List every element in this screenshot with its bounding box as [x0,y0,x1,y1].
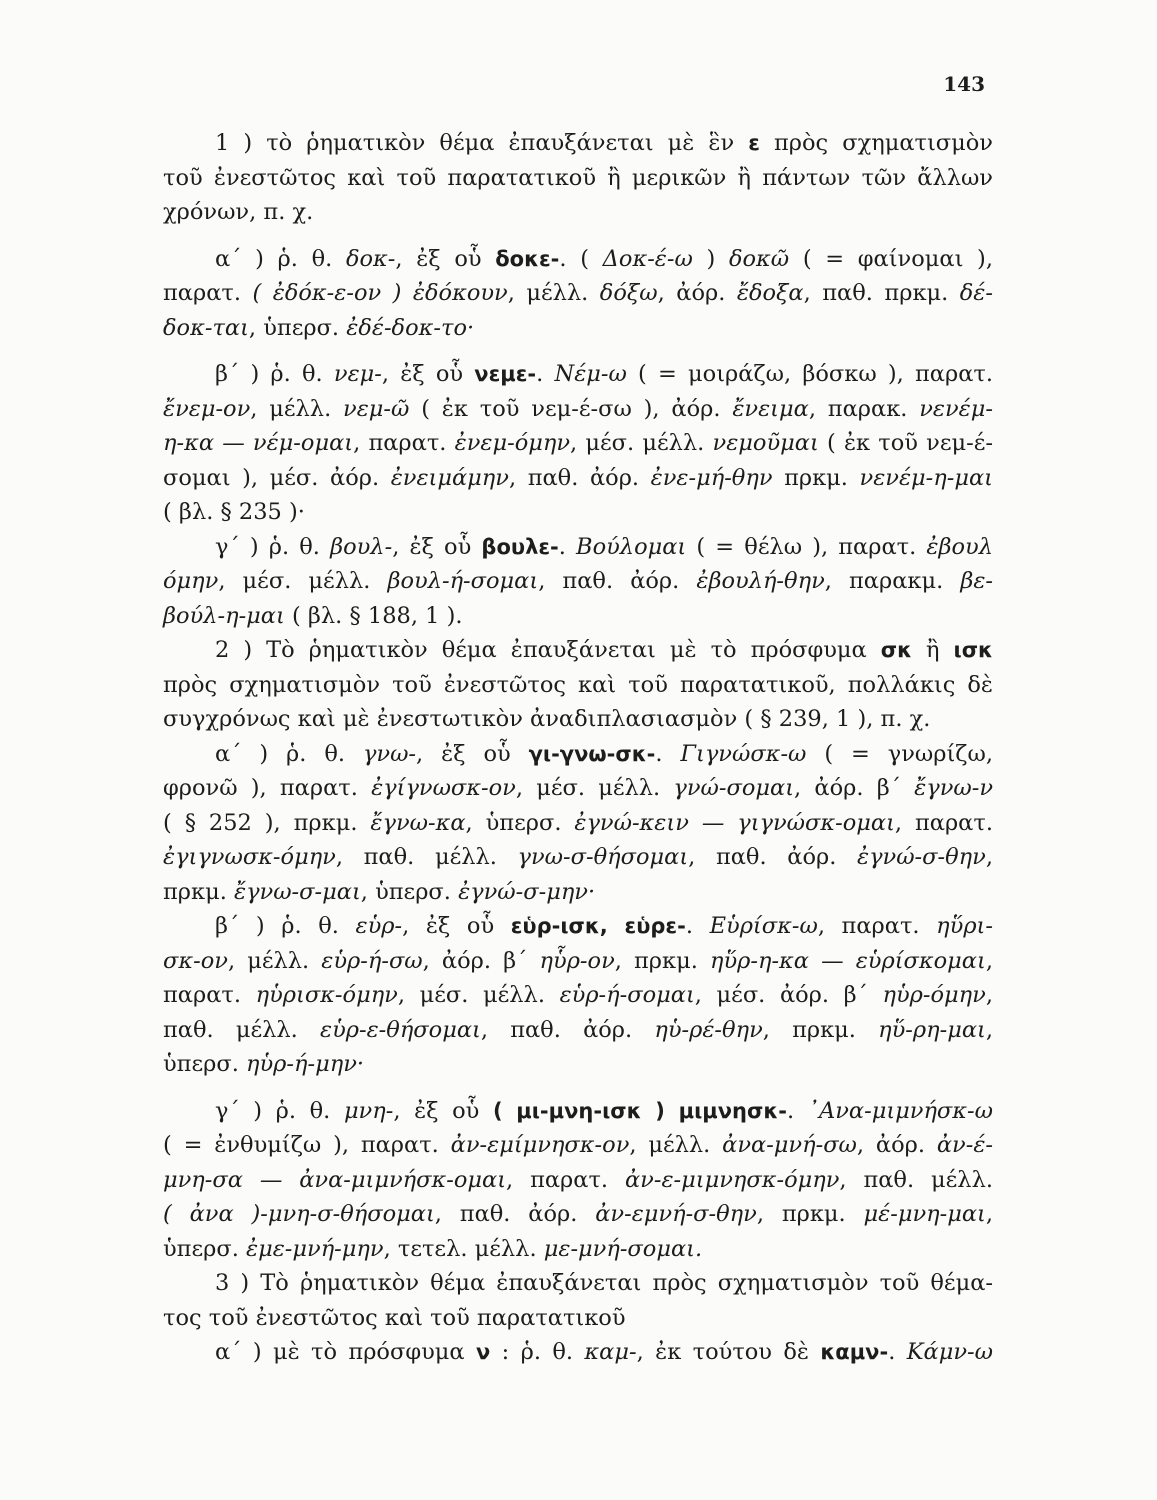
text-run: , ἐξ οὗ [392,533,482,560]
stem-bold: ν [475,1340,491,1364]
text-line [163,599,993,634]
text-run: τοῦ ἐνεστῶτος καὶ τοῦ παρατατικοῦ ἢ μερικῶν ἢ πάντων τῶν ἄλλων [163,164,993,191]
text-run: . [888,1339,907,1365]
verb-form-italic: ἐμε-μνή-μην [246,1235,384,1262]
text-run: . ( [559,245,603,272]
text-line [163,195,993,230]
stem-bold: βουλε- [481,534,559,559]
text-run: : ῥ. θ. [490,1339,585,1365]
verb-form-italic: ᾿Ανα-μιμνήσκ-ω [807,1097,993,1124]
text-run: , παθ. ἀόρ. [508,464,651,491]
text-line [163,426,993,461]
text-run: , ἀόρ. [657,280,737,306]
verb-form-italic: ἔγνω-κα [370,809,466,836]
text-line [163,1301,993,1336]
paragraph-gap [163,345,993,357]
verb-form-italic: δοκ- [345,245,396,272]
verb-form-italic: δόξω [599,280,658,306]
text-line [163,242,993,277]
text-run: ( = φαίνομαι ), [789,245,993,272]
text-line [163,495,993,530]
verb-form-italic: νεμ-ῶ [343,395,410,422]
stem-bold: ε [748,131,760,155]
verb-form-italic: με-μνή-σομαι. [543,1235,703,1262]
text-run: , τετελ. μέλλ. [383,1235,544,1262]
text-run: γ΄ ) ῥ. θ. [215,1097,344,1124]
verb-form-italic: νενέμ- [919,395,993,422]
text-run: , μέσ. μέλλ. [397,982,560,1008]
text-run: ὑπερσ. [163,1051,247,1077]
verb-form-italic: η-κα — νέμ-ομαι [163,430,354,456]
text-line [163,311,993,346]
text-line [163,978,993,1013]
text-run: , [985,1016,994,1043]
paragraph-gap [163,1082,993,1094]
text-run: , ἐξ οὗ [395,245,496,272]
verb-form-italic: ἐνε-μή-θην [650,464,773,491]
verb-form-italic: ἐνεμ-όμην [454,430,571,456]
text-run: , μέλλ. [507,280,600,306]
verb-form-italic: ἔδοξα [736,280,804,306]
text-run: πρκμ. [772,464,860,491]
text-run: χρόνων, π. χ. [163,199,314,225]
text-run: , παθ. μέλλ. [839,1166,993,1193]
text-run: 2 ) Τὸ ῥηματικὸν θέμα ἐπαυξάνεται μὲ τὸ πρόσφυμα [215,637,881,663]
text-line [163,1013,993,1048]
verb-form-italic: βούλ-η-μαι [163,602,285,629]
text-line [163,1094,993,1129]
verb-form-italic: ἐγίγνωσκ-ον [371,775,516,801]
verb-form-italic: ἐβουλ [926,533,993,560]
text-line [163,1335,993,1370]
text-line [163,702,993,737]
text-line [163,909,993,944]
text-run: , πρκμ. [614,947,710,974]
text-run: , παρακ. [808,395,920,422]
verb-form-italic: ηὑρ-όμην [882,982,986,1008]
verb-form-italic: Βούλομαι [576,533,687,560]
verb-form-italic: νεμ- [333,361,382,387]
text-run: ( βλ. § 235 )· [163,499,305,525]
text-run: , παθ. πρκμ. [803,280,960,306]
text-run: ( ἐκ τοῦ νεμ-έ- [818,430,993,456]
verb-form-italic: δέ- [959,280,993,306]
text-run: , ἀόρ. [856,1132,937,1158]
verb-form-italic: Γιγνώσκ-ω [680,740,807,767]
text-run: , πρκμ. [762,1016,879,1043]
stem-bold: γι-γνω-σκ- [528,741,656,766]
verb-form-italic: δοκῶ [728,245,790,272]
text-line [163,737,993,772]
verb-form-italic: ηὗρ-ον [539,947,615,974]
text-run: α΄ ) ῥ. θ. [215,740,363,767]
text-run: , ἐξ οὗ [393,1097,493,1124]
verb-form-italic: ἀνα-μνή-σω [722,1132,857,1158]
text-run: , παρατ. [894,809,993,836]
text-run: , ἐξ οὗ [402,913,511,939]
verb-form-italic: εὑρ-ή-σω [321,947,423,974]
text-run: , [985,982,993,1008]
stem-bold: δοκε- [495,246,560,271]
verb-form-italic: ( ἀνα )-μνη-σ-θήσομαι [163,1201,435,1227]
verb-form-italic: δοκ-ται [163,314,249,341]
text-run: ) [692,245,729,272]
verb-form-italic: ηὑ-ρέ-θην [654,1016,763,1043]
body-text [163,126,993,1370]
verb-form-italic: ἐγνώ-σ-θην [857,844,986,870]
stem-bold: ισκ [953,638,993,662]
verb-form-italic: ἔγνω-ν [914,775,993,801]
text-run: , παθ. ἀόρ. [434,1201,596,1227]
verb-form-italic: νενέμ-η-μαι [859,464,993,491]
verb-form-italic: μνη- [343,1097,394,1124]
verb-form-italic: ἀν-εμίμνησκ-ον [450,1132,630,1158]
text-run: παθ. μέλλ. [163,1016,321,1043]
text-line [163,806,993,841]
page-number: 143 [943,72,985,96]
text-run: ( = γνωρίζω, [806,740,993,767]
text-run: , παρακμ. [824,568,961,594]
text-run: , παθ. ἀόρ. [480,1016,655,1043]
text-line [163,1197,993,1232]
text-run: , μέλλ. [629,1132,723,1158]
text-run: , παρατ. [506,1166,625,1193]
verb-form-italic: ἐβουλή-θην [696,568,825,594]
verb-form-italic: ἐδέ-δοκ-το· [346,314,475,341]
text-run: πρκμ. [163,878,235,905]
verb-form-italic: όμην [163,568,219,594]
verb-form-italic: γνω-σ-θήσομαι [517,844,689,870]
text-run: σομαι ), μέσ. ἀόρ. [163,464,391,491]
text-line [163,530,993,565]
text-run: . [685,913,710,939]
text-line [163,1163,993,1198]
text-line [163,1232,993,1267]
text-run: , ἐκ τούτου δὲ [636,1339,821,1365]
verb-form-italic: ηὕ-ρη-μαι [878,1016,986,1043]
text-run: ( βλ. § 188, 1 ). [284,602,463,629]
text-run: , μέσ. μέλλ. [218,568,388,594]
verb-form-italic: εὑρ-ε-θήσομαι [320,1016,481,1043]
text-run: , ἀόρ. β΄ [422,947,540,974]
verb-form-italic: ἀν-έ- [936,1132,993,1158]
text-run: , μέλλ. [250,395,344,422]
stem-bold: καμν- [820,1340,889,1364]
text-line [163,1128,993,1163]
text-run: , παθ. μέλλ. [335,844,518,870]
text-line [163,633,993,668]
verb-form-italic: μέ-μνη-μαι [863,1201,986,1227]
verb-form-italic: γνω- [362,740,417,767]
stem-bold: σκ [880,638,913,662]
verb-form-italic: ἐγνώ-κειν — γιγνώσκ-ομαι [574,809,895,836]
verb-form-italic: βουλ-ή-σομαι [387,568,539,594]
text-line [163,392,993,427]
text-run: , μέλλ. [227,947,322,974]
verb-form-italic: ἔγνω-σ-μαι [234,878,361,905]
text-run: . [786,1097,808,1124]
text-run: , παρατ. [817,913,937,939]
verb-form-italic: μνη-σα — ἀνα-μιμνήσκ-ομαι [163,1166,507,1193]
text-run: , ὑπερσ. [465,809,575,836]
verb-form-italic: ἐγνώ-σ-μην· [458,878,596,905]
text-line [163,1266,993,1301]
text-run: , ἐξ οὗ [381,361,475,387]
verb-form-italic: νεμοῦμαι [712,430,819,456]
text-run: παρατ. [163,280,253,306]
text-run: α΄ ) μὲ τὸ πρόσφυμα [215,1339,476,1365]
text-run: . [655,740,681,767]
text-run: πρὸς σχηματισμὸν τοῦ ἐνεστῶτος καὶ τοῦ παρατατικοῦ, πολλάκις δὲ [163,671,993,698]
verb-form-italic: γνώ-σομαι [673,775,795,801]
text-run: συγχρόνως καὶ μὲ ἐνεστωτικὸν ἀναδιπλασιασμὸν ( § 239, 1 ), π. χ. [163,706,931,732]
text-run: , ἀόρ. β΄ [794,775,915,801]
text-run: ( ἐκ τοῦ νεμ-έ-σω ), ἀόρ. [409,395,733,422]
text-line [163,875,993,910]
verb-form-italic: ἀν-ε-μιμνησκ-όμην [624,1166,840,1193]
verb-form-italic: ηὕρι- [936,913,993,939]
verb-form-italic: Εὑρίσκ-ω [709,913,818,939]
verb-form-italic: ἔνειμα [732,395,809,422]
text-run: 1 ) τὸ ῥηματικὸν θέμα ἐπαυξάνεται μὲ ἓν [215,130,749,156]
text-line [163,668,993,703]
text-run: , παρατ. [353,430,455,456]
verb-form-italic: εὑρ-ή-σομαι [559,982,695,1008]
text-run: ( = θέλω ), παρατ. [686,533,927,560]
verb-form-italic: καμ- [584,1339,637,1365]
text-run: , παθ. ἀόρ. [688,844,858,870]
verb-form-italic: ηὑρισκ-όμην [255,982,398,1008]
text-line [163,357,993,392]
verb-form-italic: Δοκ-έ-ω [602,245,693,272]
text-run: πρὸς σχηματισμὸν [759,130,993,156]
verb-form-italic: βουλ- [330,533,393,560]
text-line [163,944,993,979]
verb-form-italic: ἔνεμ-ον [163,395,251,422]
stem-bold: νεμε- [474,362,537,386]
text-line [163,771,993,806]
text-line [163,1047,993,1082]
text-run: ( = μοιράζω, βόσκω ), παρατ. [626,361,993,387]
text-line [163,461,993,496]
text-run: , [985,947,993,974]
verb-form-italic: ἐγιγνωσκ-όμην [163,844,336,870]
verb-form-italic: ἀν-εμνή-σ-θην [595,1201,757,1227]
text-line [163,161,993,196]
text-run: β΄ ) ῥ. θ. [215,361,334,387]
text-run: . [558,533,577,560]
verb-form-italic: Νέμ-ω [554,361,627,387]
verb-form-italic: ἐνειμάμην [390,464,509,491]
text-run: . [536,361,555,387]
text-run: α΄ ) ῥ. θ. [215,245,346,272]
text-run: , ὑπερσ. [360,878,459,905]
verb-form-italic: βε- [960,568,993,594]
stem-bold: ( μι-μνη-ισκ ) μιμνησκ- [492,1098,787,1123]
text-run: , πρκμ. [756,1201,864,1227]
text-line [163,276,993,311]
verb-form-italic: εὑρ- [355,913,403,939]
text-run: , ὑπερσ. [248,314,347,341]
text-run: ( § 252 ), πρκμ. [163,809,371,836]
text-line [163,126,993,161]
verb-form-italic: ( ἐδόκ-ε-ον ) ἐδόκουν [252,280,508,306]
text-run: , παθ. ἀόρ. [538,568,697,594]
text-run: γ΄ ) ῥ. θ. [215,533,331,560]
text-run: , μέσ. μέλλ. [515,775,674,801]
paragraph-gap [163,230,993,242]
text-run: , μέσ. μέλλ. [570,430,713,456]
text-run: β΄ ) ῥ. θ. [215,913,356,939]
text-run: παρατ. [163,982,256,1008]
verb-form-italic: ηὕρ-η-κα — εὑρίσκομαι [709,947,986,974]
text-run: , [985,844,993,870]
text-line [163,840,993,875]
text-run: ἢ [912,637,954,663]
text-run: ὑπερσ. [163,1235,247,1262]
text-line [163,564,993,599]
text-run: , [985,1201,993,1227]
verb-form-italic: ηὑρ-ή-μην· [246,1051,365,1077]
stem-bold: εὑρ-ισκ, εὑρε- [510,914,686,938]
text-run: 3 ) Τὸ ῥηματικὸν θέμα ἐπαυξάνεται πρὸς σχηματισμὸν τοῦ θέμα- [215,1270,993,1296]
verb-form-italic: σκ-ον [163,947,228,974]
text-run: τος τοῦ ἐνεστῶτος καὶ τοῦ παρατατικοῦ [163,1304,626,1331]
text-run: φρονῶ ), παρατ. [163,775,372,801]
text-run: , μέσ. ἀόρ. β΄ [694,982,883,1008]
verb-form-italic: Κάμν-ω [906,1339,993,1365]
text-run: , ἐξ οὗ [416,740,529,767]
text-run: ( = ἐνθυμίζω ), παρατ. [163,1132,451,1158]
